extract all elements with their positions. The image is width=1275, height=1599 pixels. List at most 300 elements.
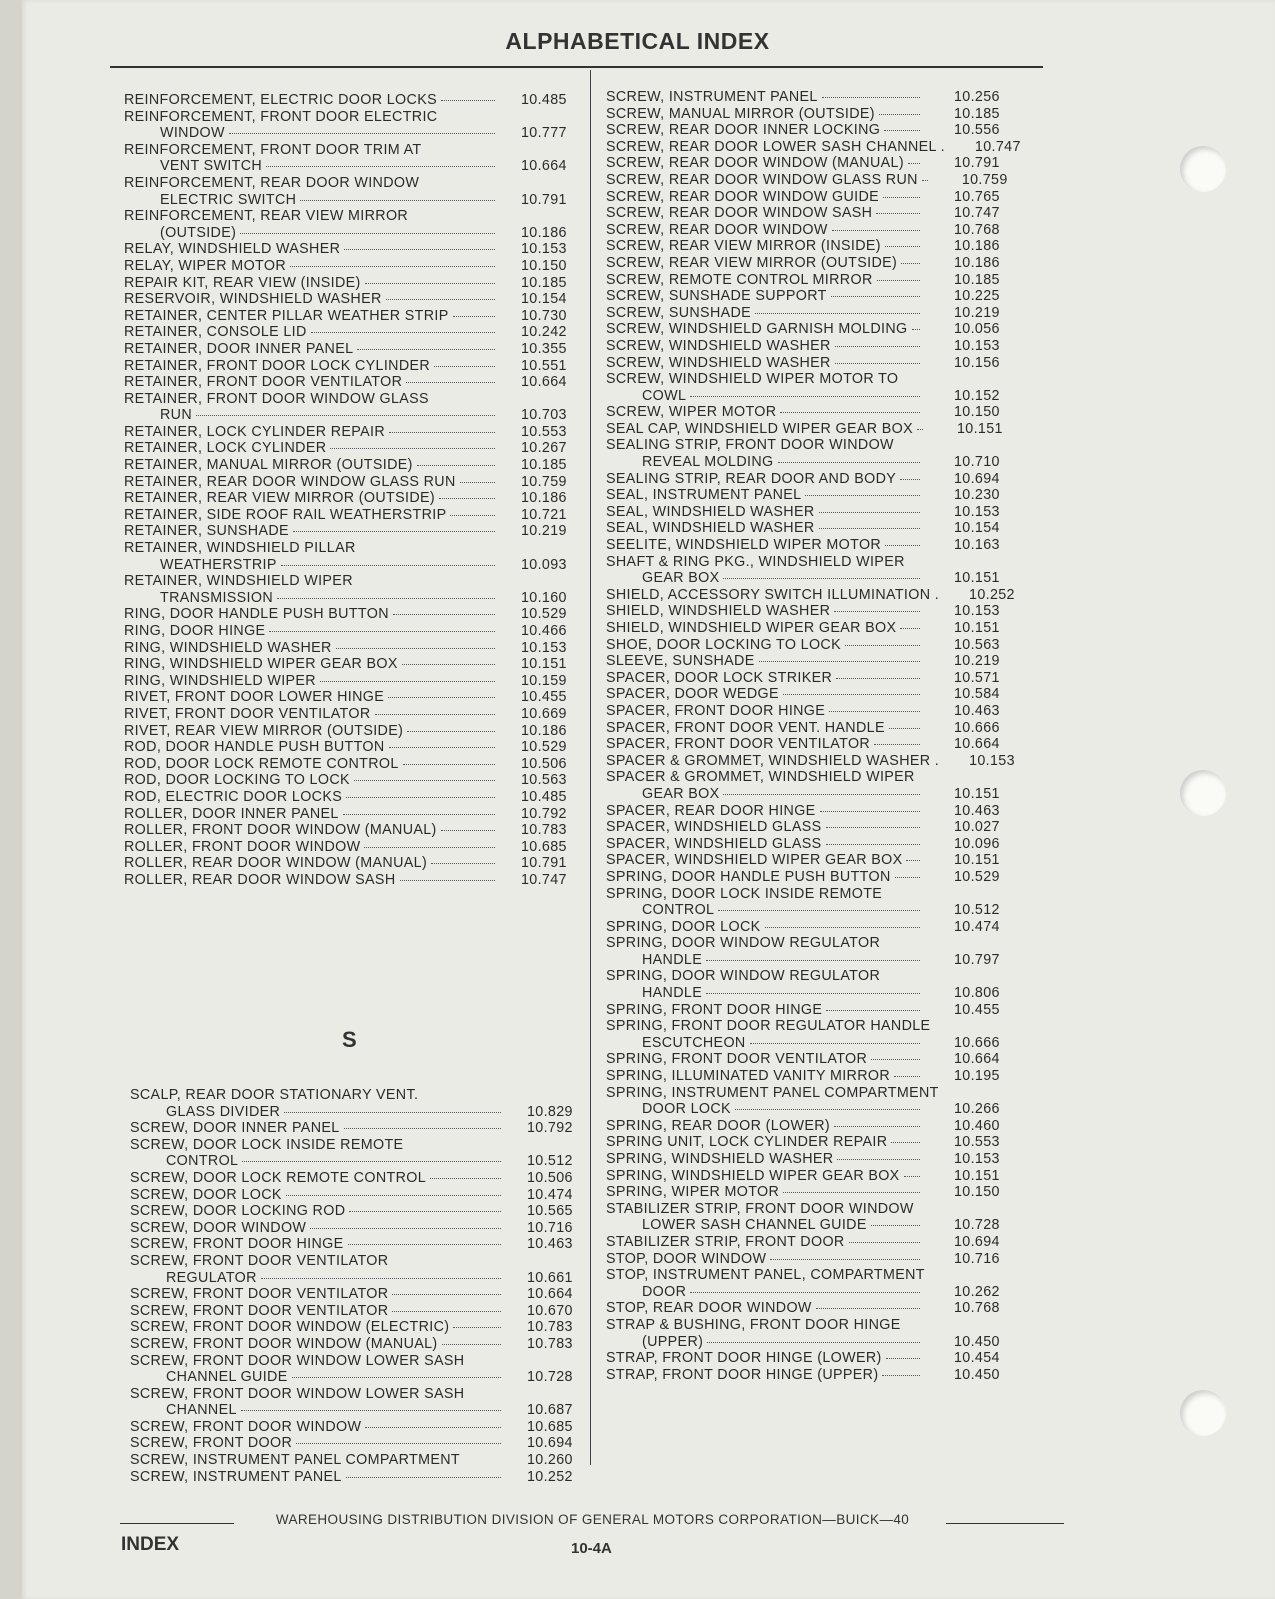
- index-entry-page: 10.791: [954, 155, 1000, 172]
- index-entry: [606, 1201, 1016, 1218]
- index-entry: [124, 424, 579, 441]
- index-entry-text: SPACER, WINDSHIELD GLASS: [606, 835, 822, 852]
- index-entry: [124, 557, 579, 574]
- index-entry-text: RIVET, REAR VIEW MIRROR (OUTSIDE): [124, 722, 404, 739]
- index-entry: [606, 786, 1016, 803]
- index-entry-text: ROD, DOOR LOCKING TO LOCK: [124, 772, 350, 789]
- index-entry-page: 10.450: [954, 1366, 1000, 1383]
- dot-leader: [816, 1308, 920, 1309]
- index-entry-text: SCREW, REAR DOOR WINDOW (MANUAL): [606, 155, 904, 172]
- index-entry-text: GEAR BOX: [642, 785, 720, 802]
- index-entry-page: 10.664: [521, 158, 567, 175]
- index-entry-page: 10.791: [521, 191, 567, 208]
- index-entry: [124, 839, 579, 856]
- index-entry-text: TRANSMISSION: [160, 589, 274, 606]
- dot-leader: [407, 731, 495, 732]
- index-entry-page: 10.151: [954, 852, 1000, 869]
- index-entry-text: SCREW, FRONT DOOR WINDOW (ELECTRIC): [130, 1319, 450, 1336]
- index-entry-page: 10.056: [954, 321, 1000, 338]
- index-entry-page: 10.485: [521, 92, 567, 108]
- dot-leader: [346, 797, 495, 798]
- index-entry-text: SCREW, FRONT DOOR WINDOW LOWER SASH: [130, 1385, 465, 1402]
- dot-leader: [417, 465, 495, 466]
- index-entry-page: 10.792: [527, 1120, 573, 1137]
- index-entry-page: 10.219: [521, 523, 567, 540]
- index-entry-page: 10.666: [954, 719, 1000, 736]
- index-entry: [124, 507, 579, 524]
- dot-leader: [400, 880, 496, 881]
- index-entry-text: SCREW, FRONT DOOR VENTILATOR: [130, 1286, 389, 1303]
- index-entry-page: 10.186: [954, 238, 1000, 255]
- index-entry-text: SCREW, INSTRUMENT PANEL: [606, 89, 818, 105]
- index-entry-text: REINFORCEMENT, REAR VIEW MIRROR: [124, 208, 409, 225]
- index-entry-page: 10.664: [954, 1051, 1000, 1068]
- dot-leader: [284, 1112, 501, 1113]
- index-entry: [606, 1085, 1016, 1102]
- index-entry-text: ESCUTCHEON: [642, 1034, 746, 1051]
- dot-leader: [908, 163, 920, 164]
- footer-rule-left: [120, 1523, 234, 1524]
- dot-leader: [348, 1244, 501, 1245]
- index-entry: [124, 822, 579, 839]
- index-entry-page: 10.694: [954, 470, 1000, 487]
- index-entry-page: 10.529: [521, 606, 567, 623]
- index-entry: [124, 756, 579, 773]
- index-entry: [606, 520, 1016, 537]
- dot-leader: [834, 1126, 920, 1127]
- index-entry-page: 10.563: [521, 772, 567, 789]
- index-entry: [130, 1220, 585, 1237]
- index-entry: [124, 590, 579, 607]
- dot-leader: [826, 844, 921, 845]
- index-entry: [130, 1303, 585, 1320]
- dot-leader: [783, 694, 920, 695]
- index-entry-page: 10.185: [521, 274, 567, 291]
- dot-leader: [431, 863, 495, 864]
- index-entry: [124, 739, 579, 756]
- dot-leader: [884, 130, 920, 131]
- index-entry-page: 10.150: [954, 1184, 1000, 1201]
- index-entry-text: STOP, REAR DOOR WINDOW: [606, 1300, 812, 1317]
- index-entry-page: 10.759: [961, 171, 1008, 188]
- index-entry-page: 10.185: [954, 105, 1000, 122]
- index-entry: [124, 789, 579, 806]
- index-entry-page: 10.669: [521, 705, 567, 722]
- index-entry-page: 10.694: [954, 1233, 1000, 1250]
- dot-leader: [871, 1059, 920, 1060]
- index-entry-text: SPRING, FRONT DOOR REGULATOR HANDLE: [606, 1018, 931, 1035]
- index-entry-text: GEAR BOX: [642, 570, 720, 587]
- dot-leader: [300, 200, 495, 201]
- index-entry-text: REVEAL MOLDING: [642, 454, 774, 471]
- index-entry-text: ROLLER, FRONT DOOR WINDOW: [124, 838, 361, 855]
- index-entry: [130, 1170, 585, 1187]
- index-entry-page: 10.661: [527, 1269, 573, 1286]
- index-entry-page: 10.710: [954, 454, 1000, 471]
- dot-leader: [357, 349, 495, 350]
- index-entry-page: 10.252: [527, 1468, 573, 1485]
- index-entry-text: SCREW, DOOR LOCK REMOTE CONTROL: [130, 1169, 427, 1186]
- index-entry: [606, 753, 1016, 770]
- index-entry-page: 10.563: [954, 636, 1000, 653]
- dot-leader: [891, 1142, 920, 1143]
- index-entry-text: SCREW, REAR DOOR WINDOW: [606, 221, 828, 238]
- dot-leader: [266, 166, 495, 167]
- dot-leader: [835, 363, 920, 364]
- index-entry: [606, 1350, 1016, 1367]
- index-entry: [606, 603, 1016, 620]
- index-entry-text: RETAINER, REAR DOOR WINDOW GLASS RUN: [124, 473, 456, 490]
- index-entry-page: 10.685: [521, 838, 567, 855]
- dot-leader: [922, 180, 928, 181]
- index-entry: [124, 855, 579, 872]
- index-entry: [124, 523, 579, 540]
- dot-leader: [281, 565, 495, 566]
- dot-leader: [706, 993, 920, 994]
- dot-leader: [365, 1427, 501, 1428]
- index-entry-page: 10.783: [527, 1319, 573, 1336]
- dot-leader: [759, 661, 920, 662]
- dot-leader: [375, 714, 495, 715]
- dot-leader: [894, 1076, 920, 1077]
- index-entry-page: 10.262: [954, 1283, 1000, 1300]
- index-entry-page: 10.463: [954, 802, 1000, 819]
- dot-leader: [718, 910, 920, 911]
- dot-leader: [900, 628, 920, 629]
- index-entry-page: 10.687: [527, 1402, 573, 1419]
- index-entry-text: ELECTRIC SWITCH: [160, 191, 297, 208]
- binder-hole-top: [1180, 146, 1226, 192]
- index-entry-text: RESERVOIR, WINDSHIELD WASHER: [124, 291, 382, 308]
- index-entry: [606, 106, 1016, 123]
- index-entry: [606, 487, 1016, 504]
- dot-leader: [354, 780, 495, 781]
- dot-leader: [365, 283, 495, 284]
- index-entry-page: 10.186: [521, 224, 567, 241]
- index-entry: [606, 421, 1016, 438]
- index-entry-text: WINDOW: [160, 125, 225, 142]
- index-entry: [124, 440, 579, 457]
- dot-leader: [883, 197, 920, 198]
- dot-leader: [876, 213, 920, 214]
- index-entry: [130, 1104, 585, 1121]
- index-entry-text: SPACER & GROMMET, WINDSHIELD WIPER: [606, 769, 915, 786]
- index-entry-text: SCREW, INSTRUMENT PANEL: [130, 1468, 342, 1485]
- index-entry: [606, 504, 1016, 521]
- index-entry-page: 10.716: [527, 1219, 573, 1236]
- index-entry-page: 10.664: [954, 736, 1000, 753]
- dot-leader: [393, 614, 495, 615]
- index-entry-page: 10.747: [954, 205, 1000, 222]
- dot-leader: [826, 827, 921, 828]
- index-entry-text: SCREW, DOOR LOCKING ROD: [130, 1203, 346, 1220]
- index-entry: [606, 1068, 1016, 1085]
- index-entry-page: 10.768: [954, 221, 1000, 238]
- index-entry: [124, 125, 579, 142]
- index-entry-page: 10.260: [527, 1452, 573, 1469]
- index-entry: [606, 985, 1016, 1002]
- index-entry-page: 10.571: [954, 669, 1000, 686]
- index-entry-text: LOWER SASH CHANNEL GUIDE: [642, 1217, 867, 1234]
- index-entry-page: 10.791: [521, 855, 567, 872]
- index-entry-page: 10.584: [954, 686, 1000, 703]
- dot-leader: [311, 332, 495, 333]
- index-entry: [130, 1336, 585, 1353]
- index-entry-page: 10.728: [527, 1369, 573, 1386]
- index-entry-page: 10.093: [521, 556, 567, 573]
- dot-leader: [364, 847, 495, 848]
- index-entry-text: SPACER, FRONT DOOR VENTILATOR: [606, 736, 871, 753]
- index-entry-text: SLEEVE, SUNSHADE: [606, 653, 755, 670]
- dot-leader: [829, 711, 920, 712]
- index-entry-text: SPACER, FRONT DOOR HINGE: [606, 702, 826, 719]
- index-entry-text: SPRING UNIT, LOCK CYLINDER REPAIR: [606, 1134, 888, 1151]
- index-entry-page: 10.027: [954, 819, 1000, 836]
- index-entry-text: CHANNEL: [166, 1402, 237, 1419]
- index-entry-page: 10.151: [954, 620, 1000, 636]
- index-entry-text: SHIELD, WINDSHIELD WASHER: [606, 603, 831, 620]
- index-entry-text: STABILIZER STRIP, FRONT DOOR WINDOW: [606, 1200, 914, 1217]
- index-entry-page: 10.829: [527, 1103, 573, 1120]
- dot-leader: [755, 313, 920, 314]
- index-entry-text: SCREW, REAR DOOR WINDOW GLASS RUN: [606, 171, 918, 188]
- index-entry-text: SPACER, WINDSHIELD GLASS: [606, 819, 822, 836]
- index-entry-text: SCREW, WINDSHIELD WIPER MOTOR TO: [606, 371, 899, 388]
- index-entry-page: 10.529: [954, 868, 1000, 885]
- dot-leader: [441, 100, 495, 101]
- index-entry-text: SPACER, REAR DOOR HINGE: [606, 802, 816, 819]
- index-entry-text: STRAP, FRONT DOOR HINGE (UPPER): [606, 1366, 879, 1383]
- index-entry-text: SCREW, MANUAL MIRROR (OUTSIDE): [606, 105, 875, 122]
- dot-leader: [819, 512, 920, 513]
- index-entry: [606, 637, 1016, 654]
- dot-leader: [820, 811, 920, 812]
- index-entry-text: SPRING, DOOR WINDOW REGULATOR: [606, 935, 881, 952]
- index-entry: [606, 1134, 1016, 1151]
- index-entry-text: REINFORCEMENT, ELECTRIC DOOR LOCKS: [124, 92, 437, 108]
- index-entry-text: SCREW, WINDSHIELD WASHER: [606, 337, 831, 354]
- index-entry-page: 10.152: [954, 387, 1000, 404]
- footer-rule-right: [946, 1523, 1064, 1524]
- index-entry-text: SCREW, WINDSHIELD WASHER: [606, 354, 831, 371]
- index-entry: [606, 305, 1016, 322]
- index-entry-text: SPRING, DOOR LOCK: [606, 918, 761, 935]
- index-entry-page: 10.463: [527, 1236, 573, 1253]
- dot-leader: [403, 764, 495, 765]
- index-entry-page: 10.747: [974, 138, 1021, 155]
- index-entry-text: RETAINER, LOCK CYLINDER: [124, 440, 327, 457]
- index-entry: [130, 1369, 585, 1386]
- index-entry-page: 10.777: [521, 125, 567, 142]
- index-entry: [606, 388, 1016, 405]
- index-entry-text: RING, DOOR HINGE: [124, 623, 266, 639]
- index-entry-text: STRAP, FRONT DOOR HINGE (LOWER): [606, 1350, 882, 1367]
- index-entry-text: RING, DOOR HANDLE PUSH BUTTON: [124, 606, 389, 623]
- index-entry-text: REGULATOR: [166, 1269, 257, 1286]
- index-entry: [606, 570, 1016, 587]
- dot-leader: [826, 1010, 920, 1011]
- index-entry-text: SCREW, FRONT DOOR WINDOW: [130, 1418, 362, 1435]
- index-entry: [606, 172, 1016, 189]
- left-index-column-s: [130, 1087, 585, 1485]
- index-entry: [124, 872, 579, 889]
- index-entry-page: 10.664: [521, 374, 567, 391]
- index-entry-text: SCREW, REAR DOOR WINDOW GUIDE: [606, 188, 880, 205]
- dot-leader: [783, 1192, 920, 1193]
- dot-leader: [229, 133, 495, 134]
- index-entry-text: SCREW, FRONT DOOR WINDOW LOWER SASH: [130, 1352, 465, 1369]
- index-entry-text: HANDLE: [642, 951, 703, 968]
- index-entry: [606, 968, 1016, 985]
- index-entry: [606, 869, 1016, 886]
- index-entry-text: SHIELD, WINDSHIELD WIPER GEAR BOX: [606, 620, 897, 636]
- index-entry: [606, 1051, 1016, 1068]
- dot-leader: [805, 495, 920, 496]
- index-entry: [606, 1300, 1016, 1317]
- dot-leader: [392, 1311, 501, 1312]
- index-entry: [124, 324, 579, 341]
- index-entry-text: SPRING, WIPER MOTOR: [606, 1184, 780, 1201]
- index-entry: [606, 1118, 1016, 1135]
- index-entry-text: (UPPER): [642, 1333, 704, 1350]
- dot-leader: [836, 678, 920, 679]
- index-entry: [606, 720, 1016, 737]
- index-entry-text: SCREW, WIPER MOTOR: [606, 404, 777, 421]
- index-entry: [606, 238, 1016, 255]
- index-entry-text: SPRING, WINDSHIELD WASHER: [606, 1151, 834, 1167]
- index-entry: [606, 902, 1016, 919]
- index-entry-page: 10.783: [521, 822, 567, 839]
- index-entry: [606, 255, 1016, 272]
- index-entry-page: 10.153: [521, 639, 567, 656]
- index-entry-text: SCREW, REAR DOOR LOWER SASH CHANNEL .: [606, 138, 945, 155]
- dot-leader: [874, 744, 920, 745]
- index-entry-page: 10.163: [954, 537, 1000, 554]
- index-entry: [124, 175, 579, 192]
- index-entry-text: DOOR LOCK: [642, 1101, 731, 1118]
- dot-leader: [912, 329, 921, 330]
- index-entry: [124, 391, 579, 408]
- index-entry-text: SCALP, REAR DOOR STATIONARY VENT.: [130, 1087, 419, 1103]
- dot-leader: [293, 531, 495, 532]
- index-entry-text: SCREW, FRONT DOOR VENTILATOR: [130, 1252, 389, 1269]
- index-entry: [606, 404, 1016, 421]
- index-entry-text: RETAINER, MANUAL MIRROR (OUTSIDE): [124, 457, 413, 474]
- index-entry-text: SPRING, REAR DOOR (LOWER): [606, 1117, 831, 1134]
- dot-leader: [886, 1358, 920, 1359]
- dot-leader: [917, 429, 923, 430]
- index-entry-text: SPACER & GROMMET, WINDSHIELD WASHER .: [606, 752, 940, 769]
- index-entry-page: 10.186: [521, 722, 567, 739]
- index-entry: [124, 772, 579, 789]
- index-entry-page: 10.460: [954, 1117, 1000, 1134]
- index-entry: [606, 852, 1016, 869]
- index-entry-page: 10.783: [527, 1335, 573, 1352]
- index-entry-page: 10.806: [954, 985, 1000, 1002]
- index-entry-text: RING, WINDSHIELD WIPER: [124, 672, 316, 689]
- index-entry-text: SPACER, DOOR LOCK STRIKER: [606, 669, 833, 686]
- index-entry-page: 10.153: [954, 503, 1000, 520]
- index-entry-text: SCREW, FRONT DOOR VENTILATOR: [130, 1302, 389, 1319]
- index-entry: [606, 537, 1016, 554]
- index-entry-text: SPRING, DOOR HANDLE PUSH BUTTON: [606, 868, 891, 885]
- index-entry-page: 10.150: [954, 404, 1000, 421]
- index-entry-page: 10.150: [521, 257, 567, 274]
- index-entry-text: SPRING, INSTRUMENT PANEL COMPARTMENT: [606, 1084, 939, 1101]
- index-entry-page: 10.455: [954, 1001, 1000, 1018]
- index-entry: [606, 138, 1021, 156]
- dot-leader: [344, 249, 495, 250]
- dot-leader: [723, 578, 920, 579]
- index-entry-text: STABILIZER STRIP, FRONT DOOR: [606, 1233, 845, 1250]
- index-entry-text: ROLLER, DOOR INNER PANEL: [124, 805, 339, 822]
- index-entry-text: STOP, INSTRUMENT PANEL, COMPARTMENT: [606, 1267, 925, 1284]
- index-entry-text: SCREW, DOOR WINDOW: [130, 1219, 307, 1236]
- index-entry-text: SHAFT & RING PKG., WINDSHIELD WIPER: [606, 553, 905, 570]
- index-entry-text: SPACER, WINDSHIELD WIPER GEAR BOX: [606, 852, 903, 869]
- index-entry-page: 10.186: [954, 254, 1000, 271]
- index-entry-page: 10.506: [521, 755, 567, 772]
- index-entry-page: 10.553: [521, 423, 567, 440]
- index-entry-page: 10.252: [969, 586, 1015, 603]
- index-entry-page: 10.185: [521, 457, 567, 474]
- binder-hole-middle: [1180, 770, 1226, 816]
- index-entry: [124, 374, 579, 391]
- index-entry-page: 10.230: [954, 487, 1000, 504]
- index-entry: [606, 886, 1016, 903]
- index-entry-text: RETAINER, FRONT DOOR LOCK CYLINDER: [124, 357, 431, 374]
- index-entry: [606, 1184, 1016, 1201]
- index-entry: [124, 241, 579, 258]
- index-entry-text: VENT SWITCH: [160, 158, 263, 175]
- index-entry: [124, 158, 579, 175]
- dot-leader: [434, 366, 495, 367]
- dot-leader: [877, 280, 920, 281]
- index-entry-text: ROD, ELECTRIC DOOR LOCKS: [124, 788, 343, 805]
- index-entry: [606, 1002, 1016, 1019]
- index-entry-text: SEAL, INSTRUMENT PANEL: [606, 487, 802, 504]
- index-entry: [606, 736, 1016, 753]
- index-entry: [130, 1386, 585, 1403]
- index-entry-text: SCREW, FRONT DOOR: [130, 1435, 293, 1452]
- index-entry: [124, 142, 579, 159]
- index-entry: [606, 355, 1016, 372]
- index-entry-text: RETAINER, CENTER PILLAR WEATHER STRIP: [124, 307, 449, 324]
- index-entry-text: SPRING, DOOR LOCK INSIDE REMOTE: [606, 885, 883, 902]
- dot-leader: [290, 266, 495, 267]
- index-entry: [606, 1018, 1016, 1035]
- index-entry-page: 10.154: [954, 520, 1000, 537]
- index-entry-page: 10.267: [521, 440, 567, 457]
- index-entry: [606, 1035, 1016, 1052]
- index-entry: [606, 1101, 1016, 1118]
- dot-leader: [819, 528, 920, 529]
- index-entry-page: 10.730: [521, 307, 567, 324]
- index-entry: [124, 407, 579, 424]
- dot-leader: [735, 1109, 920, 1110]
- dot-leader: [460, 482, 495, 483]
- index-entry-text: RETAINER, DOOR INNER PANEL: [124, 340, 354, 357]
- index-entry: [130, 1120, 585, 1137]
- dot-leader: [885, 545, 920, 546]
- index-entry: [124, 258, 579, 275]
- index-entry-page: 10.759: [521, 473, 567, 490]
- dot-leader: [343, 814, 495, 815]
- index-entry: [124, 92, 579, 109]
- index-entry-page: 10.153: [954, 603, 1000, 620]
- dot-leader: [885, 246, 920, 247]
- index-entry-text: SEELITE, WINDSHIELD WIPER MOTOR: [606, 537, 882, 554]
